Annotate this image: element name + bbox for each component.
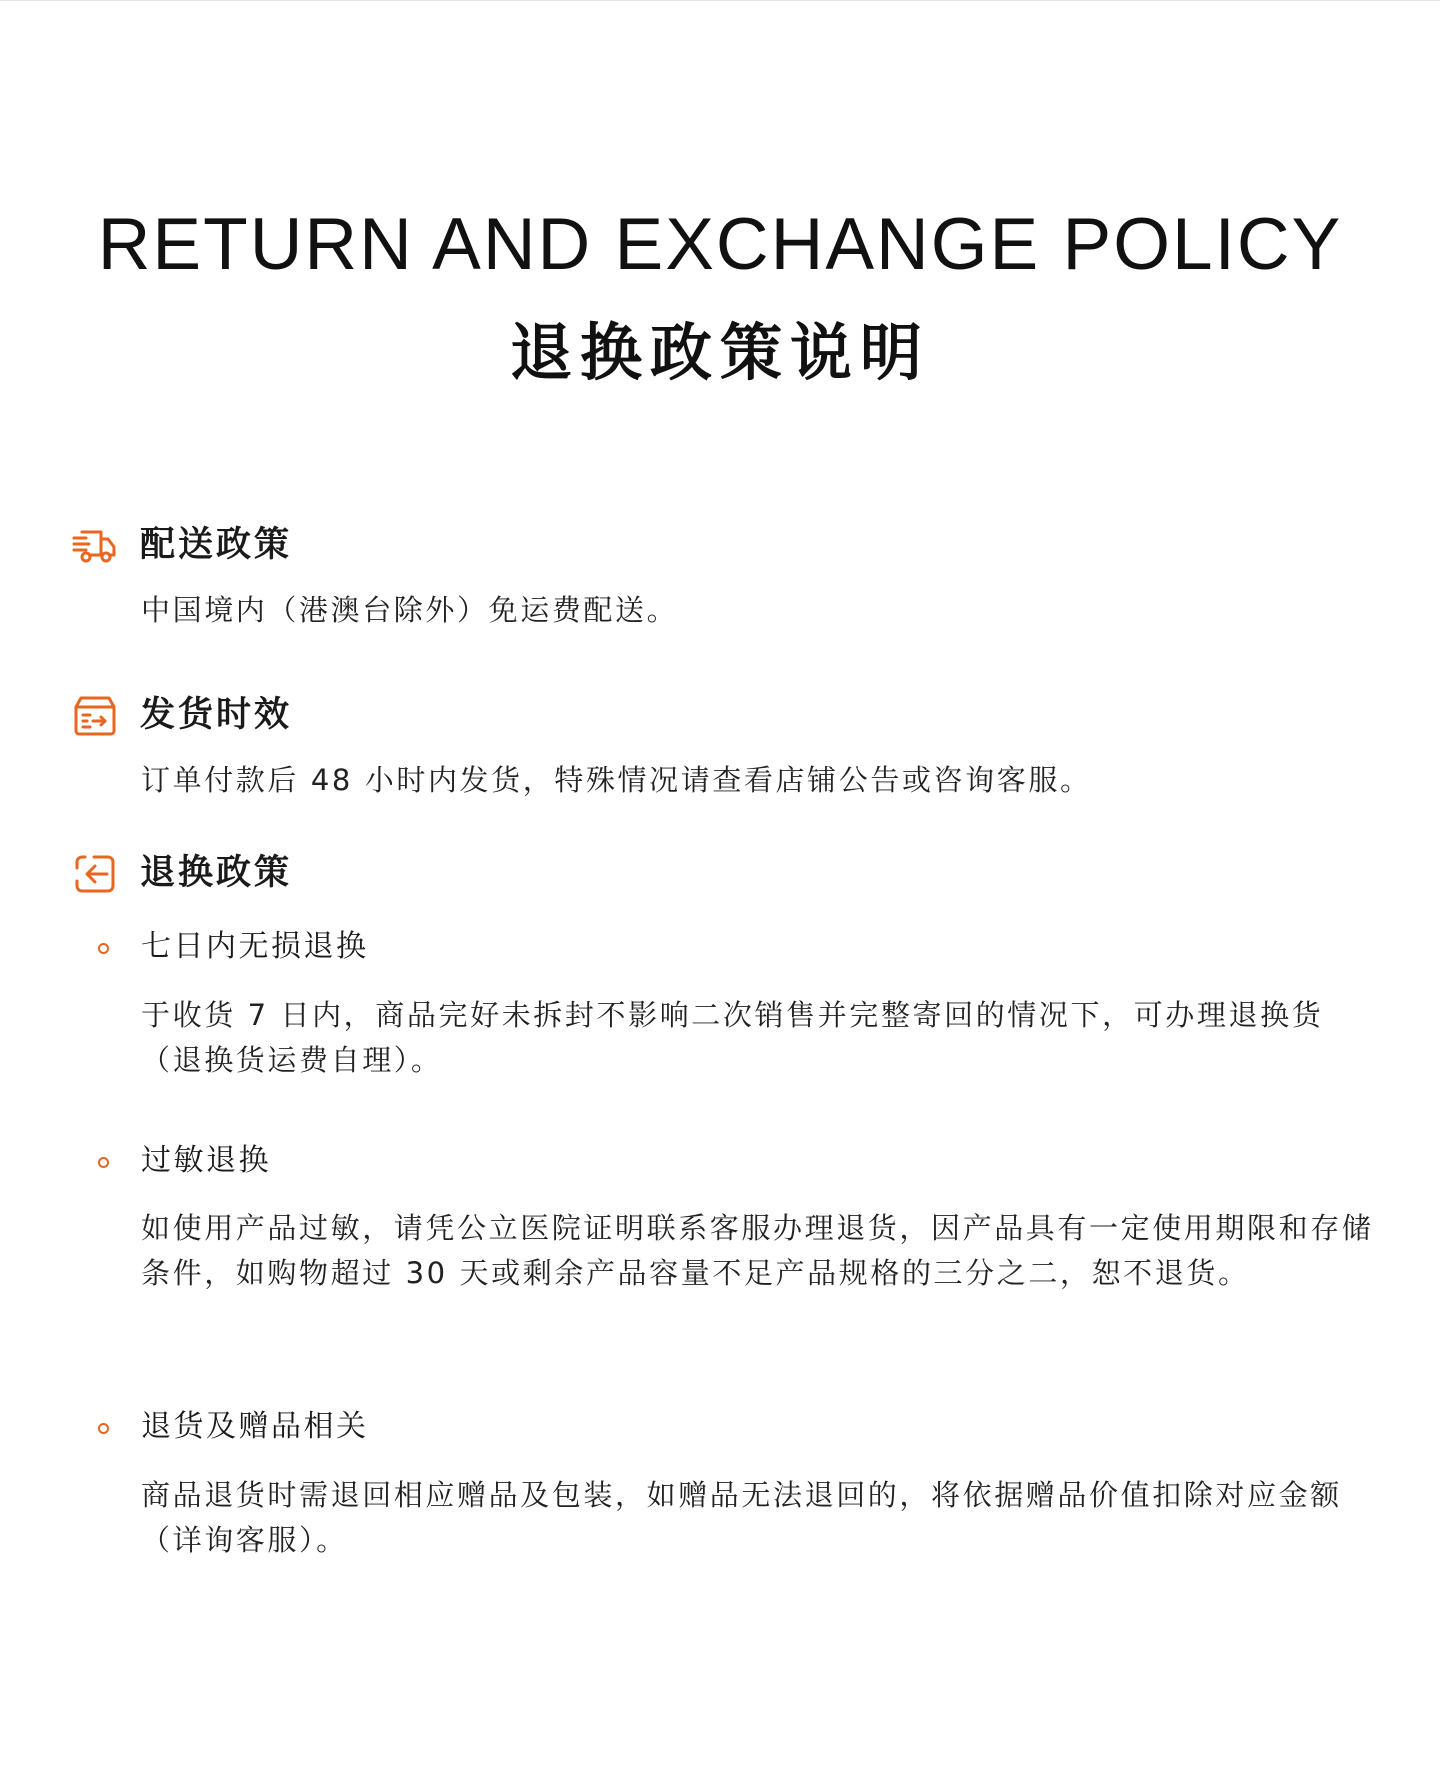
return-item-seven-day bbox=[98, 928, 369, 968]
delivery-truck-icon bbox=[72, 523, 118, 569]
section-delivery-body: 中国境内（港澳台除外）免运费配送。 bbox=[141, 593, 679, 627]
section-shipping-header bbox=[72, 692, 293, 740]
section-shipping-title: 发货时效 bbox=[140, 695, 293, 735]
bullet-circle-icon bbox=[98, 943, 109, 954]
return-item-title: 退货及赠品相关 bbox=[141, 1409, 369, 1444]
return-item-body: 如使用产品过敏，请凭公立医院证明联系客服办理退货，因产品具有一定使用期限和存储条件，如购物超过 30 天或剩余产品容量不足产品规格的三分之二，恕不退货。 bbox=[141, 1211, 1374, 1290]
return-item-gifts bbox=[98, 1408, 369, 1448]
bullet-circle-icon bbox=[98, 1157, 109, 1168]
section-delivery-title: 配送政策 bbox=[140, 525, 293, 565]
return-arrow-icon bbox=[72, 851, 118, 897]
section-shipping-body: 订单付款后 48 小时内发货，特殊情况请查看店铺公告或咨询客服。 bbox=[141, 763, 1092, 797]
return-item-title: 过敏退换 bbox=[141, 1143, 271, 1178]
section-delivery-header bbox=[72, 522, 293, 570]
page-title-chinese: 退换政策说明 bbox=[509, 316, 930, 389]
bullet-circle-icon bbox=[98, 1423, 109, 1434]
page-title-english: RETURN AND EXCHANGE POLICY bbox=[97, 204, 1343, 285]
section-return-header bbox=[72, 850, 293, 898]
return-item-body: 于收货 7 日内，商品完好未拆封不影响二次销售并完整寄回的情况下，可办理退换货（退换货运费自理）。 bbox=[141, 998, 1324, 1077]
top-divider bbox=[0, 0, 1440, 1]
return-item-allergy bbox=[98, 1142, 271, 1182]
return-item-body: 商品退货时需退回相应赠品及包装，如赠品无法退回的，将依据赠品价值扣除对应金额（详询客服）。 bbox=[141, 1478, 1342, 1557]
return-item-title: 七日内无损退换 bbox=[141, 929, 369, 964]
shipping-box-icon bbox=[72, 693, 118, 739]
section-return-title: 退换政策 bbox=[140, 853, 293, 893]
